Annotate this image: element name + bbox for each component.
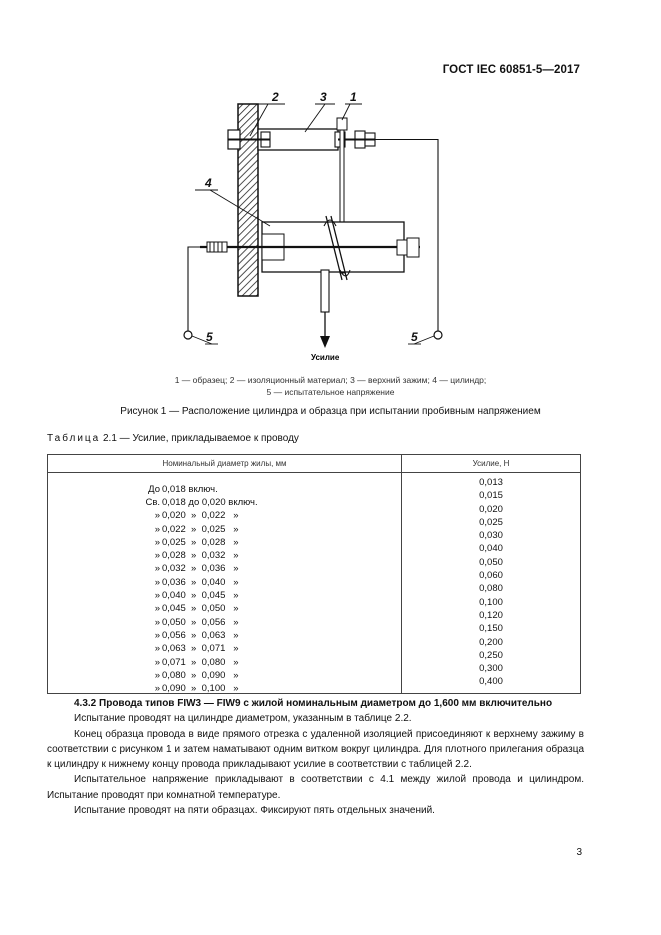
diameter-range: 0,071 » 0,080 »: [162, 656, 239, 668]
force-cell: 0,020: [402, 503, 581, 516]
diameter-prefix: »: [154, 536, 160, 548]
force-cell: 0,025: [402, 516, 581, 529]
diameter-cell: [48, 622, 402, 641]
table-row: [48, 675, 581, 693]
paragraph: Испытание проводят на цилиндре диаметром, указанным в таблице 2.2.: [74, 713, 412, 725]
figure-caption: Рисунок 1 — Расположение цилиндра и образца при испытании пробивным напряжением: [120, 406, 541, 417]
diameter-cell: [48, 503, 402, 522]
diameter-cell: [48, 556, 402, 575]
figure-legend-line2: 5 — испытательное напряжение: [266, 387, 395, 397]
diameter-range: 0,040 » 0,045 »: [162, 590, 239, 602]
diameter-range: 0,056 » 0,063 »: [162, 629, 239, 641]
table-row: [48, 529, 581, 542]
table-row: [48, 636, 581, 649]
diameter-prefix: »: [154, 523, 160, 535]
force-cell: 0,013: [402, 473, 581, 490]
column-header-diameter: Номинальный диаметр жилы, мм: [48, 455, 402, 473]
force-cell: 0,100: [402, 596, 581, 609]
table-caption-text: 2.1 — Усилие, прикладываемое к проводу: [103, 433, 299, 444]
diameter-range: 0,018 включ.: [162, 483, 218, 495]
force-label: Усилие: [311, 353, 340, 362]
diameter-cell: [48, 636, 402, 655]
paragraph: Испытательное напряжение прикладывают в соответствии с 4.1 между жилой провода и цилиндром. Испытание проводят при комнатной температуре.: [47, 774, 584, 801]
diameter-cell: [48, 529, 402, 548]
diameter-range: 0,022 » 0,025 »: [162, 523, 239, 535]
diameter-cell: [48, 582, 402, 602]
diameter-prefix: »: [154, 550, 160, 562]
table-row: [48, 582, 581, 595]
force-cell: 0,400: [402, 675, 581, 693]
diameter-range: 0,028 » 0,032 »: [162, 550, 239, 562]
diameter-cell: [48, 609, 402, 628]
diameter-prefix: До: [148, 483, 160, 495]
diameter-prefix: »: [154, 656, 160, 668]
table-row: [48, 622, 581, 635]
label-cylinder: 4: [205, 176, 212, 190]
diameter-cell: [48, 596, 402, 615]
diameter-prefix: »: [154, 643, 160, 655]
diameter-cell: [48, 649, 402, 668]
table-row: [48, 556, 581, 569]
section-text: [47, 696, 584, 818]
force-cell: 0,300: [402, 662, 581, 675]
table-row: [48, 662, 581, 675]
diameter-prefix: »: [154, 510, 160, 522]
figure-legend-line1: 1 — образец; 2 — изоляционный материал; 3 — верхний зажим; 4 — цилиндр;: [174, 375, 487, 385]
table-row: [48, 473, 581, 490]
force-cell: 0,060: [402, 569, 581, 582]
table-row: [48, 516, 581, 529]
diameter-cell: [48, 569, 402, 588]
label-specimen: 1: [350, 90, 357, 104]
diameter-range: 0,036 » 0,040 »: [162, 576, 239, 588]
diameter-cell: [48, 489, 402, 508]
table-row: [48, 649, 581, 662]
table-row: [48, 596, 581, 609]
diameter-cell: [48, 662, 402, 681]
diameter-range: 0,045 » 0,050 »: [162, 603, 239, 615]
diameter-prefix: »: [154, 616, 160, 628]
label-voltage-left: 5: [206, 330, 213, 344]
page-number: 3: [576, 847, 582, 858]
section-heading: 4.3.2 Провода типов FIW3 — FIW9 с жилой номинальным диаметром до 1,600 мм включительно: [74, 698, 553, 709]
diameter-prefix: »: [154, 590, 160, 602]
diameter-prefix: »: [154, 563, 160, 575]
diameter-cell: [48, 473, 402, 495]
force-cell: 0,120: [402, 609, 581, 622]
diameter-range: 0,032 » 0,036 »: [162, 563, 239, 575]
diameter-range: 0,018 до 0,020 включ.: [162, 496, 258, 508]
insulating-plate: [238, 104, 258, 296]
force-cell: 0,030: [402, 529, 581, 542]
diameter-prefix: »: [154, 629, 160, 641]
force-cell: 0,040: [402, 542, 581, 555]
diameter-prefix: »: [154, 576, 160, 588]
column-header-force: Усилие, Н: [402, 455, 581, 473]
table-caption-word: Таблица: [47, 433, 101, 444]
label-insulation: 2: [272, 90, 279, 104]
diameter-prefix: »: [154, 669, 160, 681]
diameter-prefix: »: [154, 683, 160, 695]
diameter-cell: [48, 516, 402, 535]
table-row: [48, 489, 581, 502]
table-row: [48, 569, 581, 582]
label-upper-clamp: 3: [320, 90, 327, 104]
paragraph: Конец образца провода в виде прямого отрезка с удаленной изоляцией присоединяют к верхнему зажиму в соответствии с рисунком 1 и затем наматывают одним витком вокруг цилиндра. Для плотного прилегания образца к цилиндру к нижнему концу провода прикладывают усилие в соответствии с таблицей 2.2.: [47, 728, 584, 771]
table-row: [48, 503, 581, 516]
force-cell: 0,200: [402, 636, 581, 649]
force-cell: 0,015: [402, 489, 581, 502]
table-caption: [47, 433, 299, 444]
force-cell: 0,080: [402, 582, 581, 595]
standard-header: ГОСТ IEC 60851-5—2017: [442, 64, 580, 76]
label-voltage-right: 5: [411, 330, 418, 344]
diameter-range: 0,025 » 0,028 »: [162, 536, 239, 548]
diameter-range: 0,050 » 0,056 »: [162, 616, 239, 628]
diameter-range: 0,063 » 0,071 »: [162, 643, 239, 655]
diameter-range: 0,020 » 0,022 »: [162, 510, 239, 522]
table-row: [48, 609, 581, 622]
diameter-prefix: Св.: [145, 496, 160, 508]
paragraph: Испытание проводят на пяти образцах. Фиксируют пять отдельных значений.: [74, 805, 435, 817]
diameter-range: 0,090 » 0,100 »: [162, 683, 239, 695]
diameter-cell: [48, 542, 402, 562]
force-cell: 0,050: [402, 556, 581, 569]
diameter-cell: [48, 675, 402, 693]
diameter-range: 0,080 » 0,090 »: [162, 669, 239, 681]
table-row: [48, 542, 581, 555]
force-cell: 0,150: [402, 622, 581, 635]
test-setup-figure: [0, 0, 661, 400]
diameter-prefix: »: [154, 603, 160, 615]
force-table: [47, 454, 581, 694]
force-cell: 0,250: [402, 649, 581, 662]
